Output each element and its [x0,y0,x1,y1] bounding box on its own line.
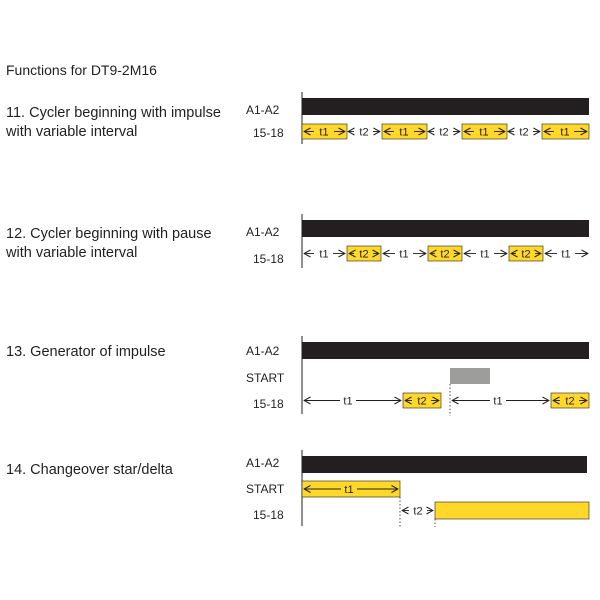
function-11-line1: 11. Cycler beginning with impulse [6,105,221,121]
f12-t2-label: t2 [521,248,531,261]
f11-dimension-labels [319,127,569,139]
f13-t2-label: t2 [565,395,575,408]
function-12-line1: 12. Cycler beginning with pause [6,226,212,242]
f12-t2-label: t2 [440,248,450,261]
f12-t1-label: t1 [480,248,490,261]
function-13-line1: 13. Generator of impulse [6,344,166,360]
f12-supply-bar [302,220,589,237]
f11-signal-1518: 15-18 [253,126,284,140]
f14-t1-label: t1 [344,484,354,496]
f13-supply-bar [302,342,589,359]
f14-signal-1518: 15-18 [253,508,284,522]
f12-t1-label: t1 [319,248,329,261]
f13-t2-label: t2 [417,395,427,408]
function-11-line2: with variable interval [6,124,138,140]
f14-t2-label: t2 [413,505,423,518]
f14-supply-bar [302,456,587,473]
f11-t1-label: t1 [560,126,570,139]
f11-t2-label: t2 [359,126,369,139]
f11-t1-label: t1 [399,126,409,139]
f11-t2-label: t2 [439,126,449,139]
f14-signal-a1a2: A1-A2 [246,456,280,470]
function-12-line2: with variable interval [6,245,138,261]
page-title: Functions for DT9-2M16 [6,62,157,78]
f12-t1-label: t1 [399,248,409,261]
f13-t1-label: t1 [343,395,353,408]
f14-signal-start: START [246,482,285,496]
f13-signal-1518: 15-18 [253,397,284,411]
f11-t1-label: t1 [479,126,489,139]
f12-signal-1518: 15-18 [253,252,284,266]
f12-t1-label: t1 [561,248,571,261]
f12-signal-a1a2: A1-A2 [246,225,280,239]
f11-supply-bar [302,98,589,115]
f13-dimension-labels [343,396,574,408]
f12-t2-label: t2 [359,248,369,261]
f14-delta-contact [435,502,589,519]
f13-signal-a1a2: A1-A2 [246,344,280,358]
f13-start-pulse [450,368,490,384]
f11-signal-a1a2: A1-A2 [246,103,280,117]
f11-t2-label: t2 [519,126,529,139]
f13-t1-label: t1 [493,395,503,408]
f13-signal-start: START [246,371,285,385]
f11-t1-label: t1 [319,126,329,139]
function-14-line1: 14. Changeover star/delta [6,462,173,478]
